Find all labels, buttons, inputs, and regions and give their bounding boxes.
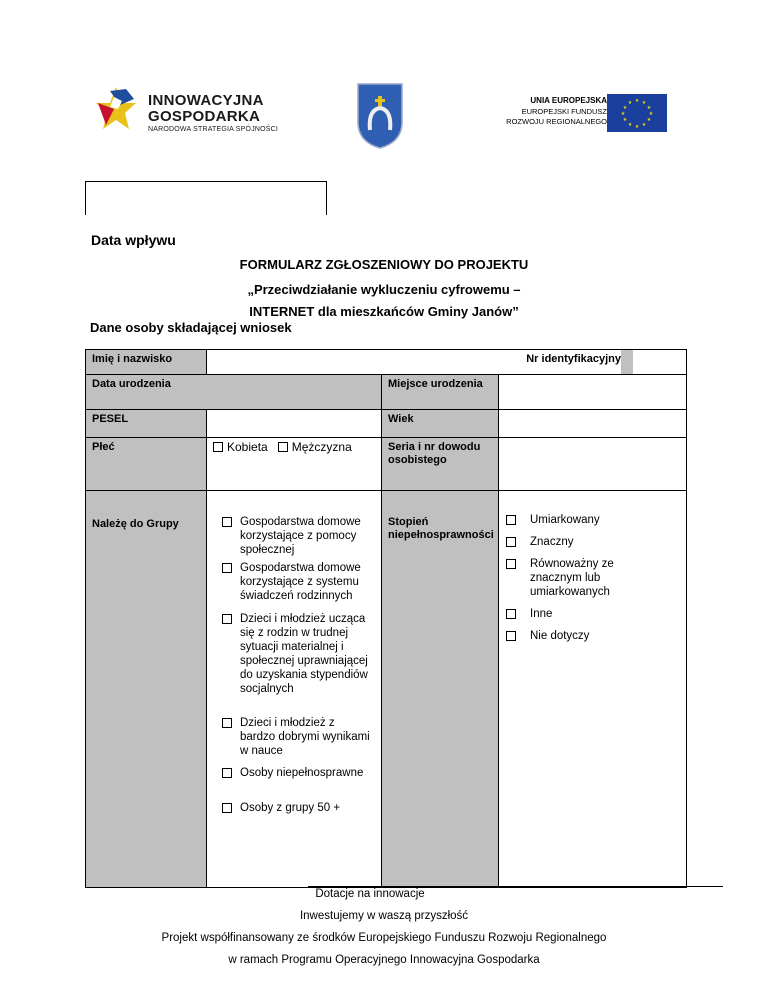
- age-input-cell[interactable]: [499, 410, 686, 438]
- group-option[interactable]: Dzieci i młodzież z bardzo dobrymi wynikami w nauce: [222, 716, 372, 758]
- eu-line1: UNIA EUROPEJSKA: [530, 96, 607, 105]
- project-name-line1: „Przeciwdziałanie wykluczeniu cyfrowemu –: [247, 282, 521, 297]
- svg-text:★: ★: [627, 122, 633, 128]
- star-logo-icon: [96, 85, 136, 135]
- date-received-label: Data wpływu: [91, 232, 176, 248]
- eu-flag-icon: [607, 94, 667, 132]
- name-label: Imię i nazwisko: [92, 353, 173, 365]
- pesel-input-cell[interactable]: [207, 410, 382, 438]
- innowacyjna-gospodarka-logo: [96, 85, 286, 140]
- gender-label: Płeć: [92, 441, 115, 453]
- gender-label-cell: [86, 438, 207, 491]
- disability-option[interactable]: Nie dotyczy: [506, 629, 681, 643]
- footer-line3: Projekt współfinansowany ze środków Europejskiego Funduszu Rozwoju Regionalnego: [161, 932, 607, 944]
- pesel-label: PESEL: [92, 413, 129, 425]
- age-label: Wiek: [388, 413, 414, 425]
- disability-option[interactable]: Równoważny ze znacznym lub umiarkowanych: [506, 557, 636, 599]
- coat-of-arms-icon: [356, 82, 404, 150]
- disability-label: Stopień niepełnosprawności: [388, 516, 494, 541]
- birthplace-label-cell: [382, 375, 499, 410]
- disability-option[interactable]: Znaczny: [506, 535, 681, 549]
- id-card-input-cell[interactable]: [499, 438, 686, 491]
- eu-logo: [495, 94, 675, 134]
- disability-option[interactable]: Inne: [506, 607, 681, 621]
- form-title: FORMULARZ ZGŁOSZENIOWY DO PROJEKTU: [239, 257, 529, 272]
- svg-text:★: ★: [620, 111, 626, 117]
- group-option[interactable]: Gospodarstwa domowe korzystające z pomocy społecznej: [222, 515, 372, 557]
- application-form-table: [85, 349, 687, 888]
- group-option[interactable]: Gospodarstwa domowe korzystające z systemu świadczeń rodzinnych: [222, 561, 372, 603]
- svg-text:★: ★: [634, 98, 640, 104]
- disability-options-cell: [499, 491, 686, 887]
- logo-ig-line2: GOSPODARKA: [148, 108, 261, 125]
- birthdate-label: Data urodzenia: [92, 378, 171, 390]
- birthplace-input-cell[interactable]: [499, 375, 686, 410]
- footer-line2: Inwestujemy w waszą przyszłość: [299, 910, 469, 922]
- svg-text:★: ★: [634, 124, 640, 130]
- birthplace-label: Miejsce urodzenia: [388, 378, 483, 390]
- footer-line1: Dotacje na innowacje: [315, 888, 425, 900]
- disability-label-cell: [382, 491, 499, 887]
- pesel-label-cell: [86, 410, 207, 438]
- project-name-line2: INTERNET dla mieszkańców Gminy Janów”: [249, 304, 519, 319]
- svg-text:★: ★: [622, 117, 628, 123]
- id-number-label: Nr identyfikacyjny: [526, 353, 621, 365]
- footer-line4: w ramach Programu Operacyjnego Innowacyjna Gospodarka: [228, 954, 540, 966]
- eu-line2: EUROPEJSKI FUNDUSZ: [521, 107, 607, 116]
- logo-ig-line3: NARODOWA STRATEGIA SPÓJNOŚCI: [148, 126, 279, 133]
- group-label: Należę do Grupy: [92, 518, 179, 530]
- eu-line3: ROZWOJU REGIONALNEGO: [506, 117, 607, 126]
- group-option[interactable]: Dzieci i młodzież ucząca się z rodzin w trudnej sytuacji materialnej i społecznej uprawniającej do uzyskania stypendiów socjalnych: [222, 612, 372, 696]
- group-label-cell: [86, 491, 207, 887]
- svg-text:★: ★: [641, 122, 647, 128]
- name-label-cell: [86, 350, 207, 375]
- footer-divider: [308, 886, 723, 887]
- group-option[interactable]: Osoby z grupy 50 +: [222, 801, 372, 815]
- svg-text:★: ★: [622, 105, 628, 111]
- svg-text:★: ★: [641, 100, 647, 106]
- id-card-label: Seria i nr dowodu osobistego: [388, 441, 481, 466]
- age-label-cell: [382, 410, 499, 438]
- logo-ig-line1: INNOWACYJNA: [148, 92, 264, 109]
- male-checkbox[interactable]: [278, 440, 352, 454]
- id-number-input-cell[interactable]: [501, 350, 686, 375]
- id-card-label-cell: [382, 438, 499, 491]
- applicant-section-heading: Dane osoby składającej wniosek: [90, 320, 292, 335]
- female-checkbox[interactable]: [213, 440, 268, 454]
- svg-text:★: ★: [646, 105, 652, 111]
- group-option[interactable]: Osoby niepełnosprawne: [222, 766, 372, 780]
- birthdate-label-cell: [86, 375, 382, 410]
- svg-text:★: ★: [627, 100, 633, 106]
- disability-option[interactable]: Umiarkowany: [506, 513, 681, 527]
- gender-options-cell: [207, 438, 382, 491]
- svg-text:★: ★: [646, 117, 652, 123]
- registration-stamp-box[interactable]: [85, 181, 327, 215]
- female-label: Kobieta: [227, 440, 268, 454]
- svg-text:★: ★: [648, 111, 654, 117]
- male-label: Mężczyzna: [291, 440, 352, 454]
